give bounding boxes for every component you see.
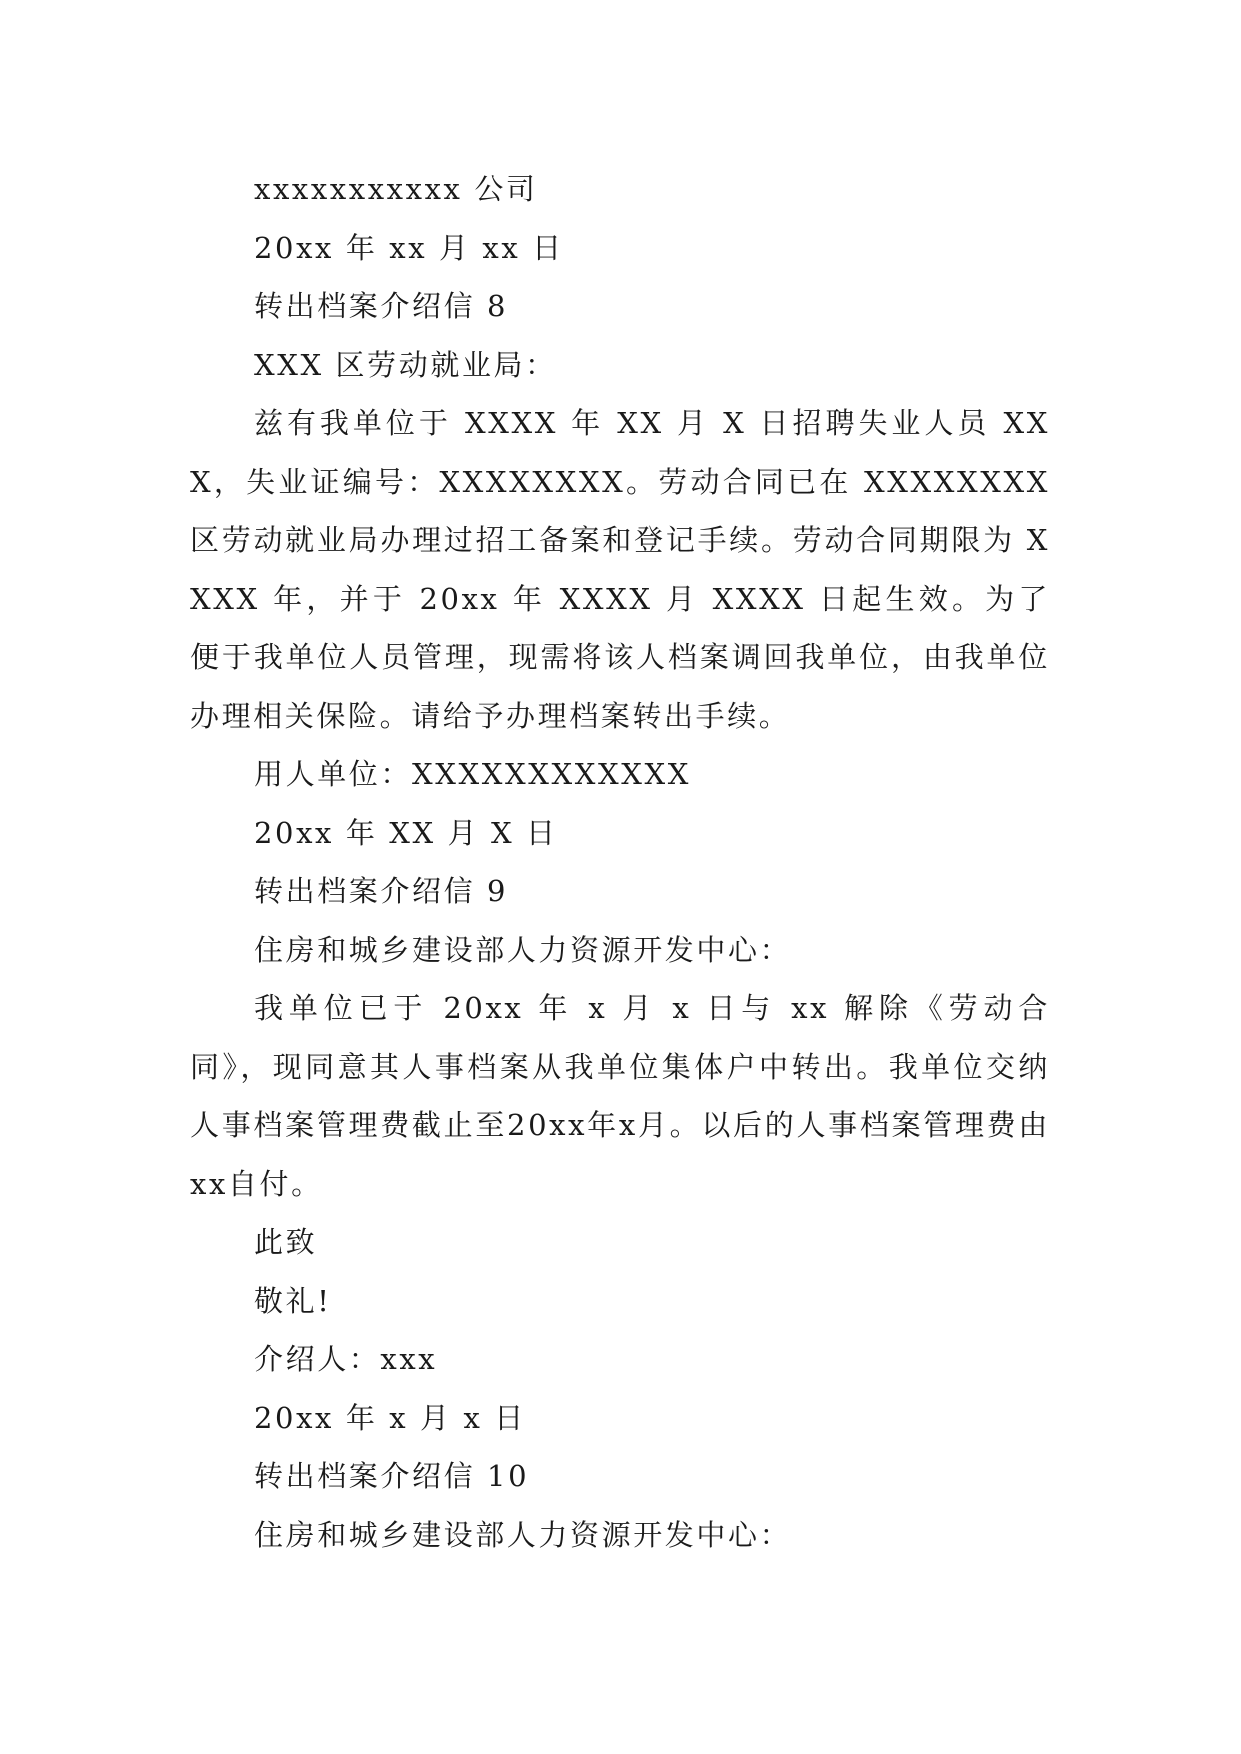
- letter-heading: 转出档案介绍信 9: [254, 874, 509, 908]
- letter-body-paragraph: 兹有我单位于 XXXX 年 XX 月 X 日招聘失业人员 XXX，失业证编号：XXXXXXXX。劳动合同已在 XXXXXXXX 区劳动就业局办理过招工备案和登记手续。劳动合同期限为 XXXX 年，并于 20xx 年 XXXX 月 XXXX 日起生效。为了便于我单位人员管理，现需将该人档案调回我单位，由我单位办理相关保险。请给予办理档案转出手续。: [190, 406, 1050, 733]
- document-body: [190, 160, 1050, 1564]
- employer-line: 用人单位：XXXXXXXXXXXX: [254, 757, 691, 791]
- recipient-line: XXX 区劳动就业局：: [254, 347, 557, 382]
- letter-heading: 转出档案介绍信 8: [254, 289, 509, 323]
- date-line: 20xx 年 XX 月 X 日: [254, 815, 558, 850]
- closing-line: 此致: [254, 1225, 318, 1259]
- introducer-line: 介绍人：xxx: [254, 1342, 438, 1376]
- company-name: xxxxxxxxxxx 公司: [254, 172, 538, 206]
- letter-heading: 转出档案介绍信 10: [254, 1459, 530, 1493]
- date-line: 20xx 年 xx 月 xx 日: [254, 230, 564, 265]
- salutation-line: 敬礼!: [254, 1283, 332, 1318]
- recipient-line: 住房和城乡建设部人力资源开发中心：: [254, 932, 792, 967]
- letter-body-paragraph: 我单位已于 20xx 年 x 月 x 日与 xx 解除《劳动合同》，现同意其人事档案从我单位集体户中转出。我单位交纳人事档案管理费截止至20xx年x月。以后的人事档案管理费由xx自付。: [190, 991, 1050, 1201]
- date-line: 20xx 年 x 月 x 日: [254, 1400, 526, 1435]
- recipient-line: 住房和城乡建设部人力资源开发中心：: [254, 1517, 792, 1552]
